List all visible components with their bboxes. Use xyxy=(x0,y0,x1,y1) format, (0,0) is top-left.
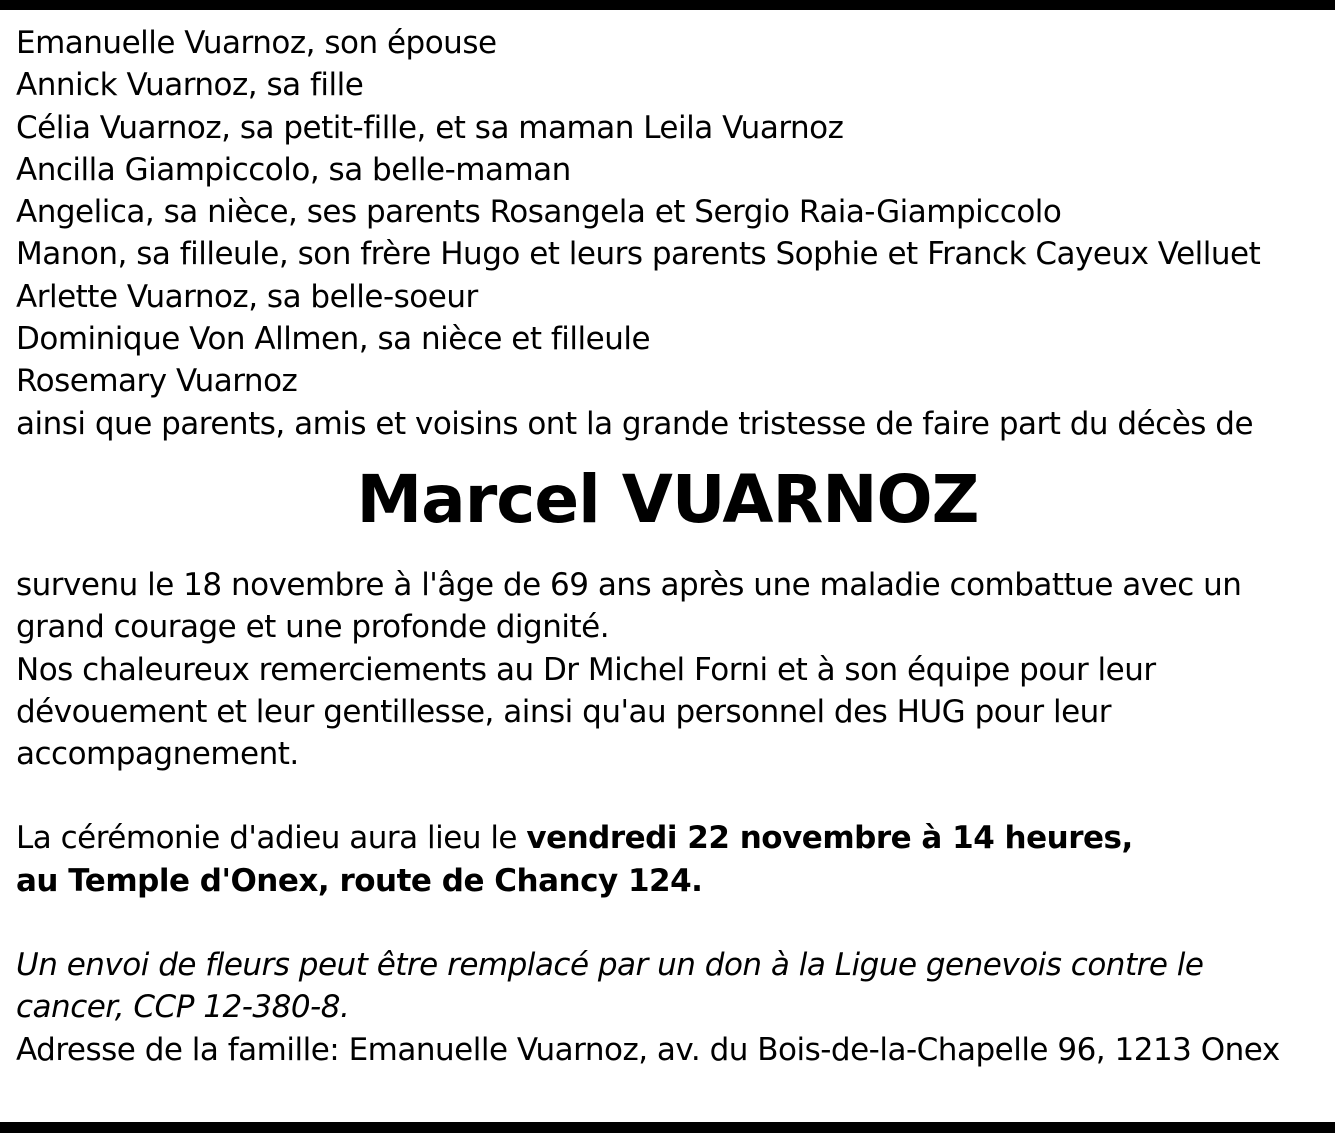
family-line: Angelica, sa nièce, ses parents Rosangela et Sergio Raia-Giampiccolo xyxy=(16,194,1062,231)
family-line: Arlette Vuarnoz, sa belle-soeur xyxy=(16,278,478,315)
family-line: Annick Vuarnoz, sa fille xyxy=(16,67,364,104)
announcement-line: ainsi que parents, amis et voisins ont la grande tristesse de faire part du décès de xyxy=(16,405,1254,442)
family-list xyxy=(16,22,1326,445)
family-line: Ancilla Giampiccolo, sa belle-maman xyxy=(16,151,571,188)
details-line: grand courage et une profonde dignité. xyxy=(16,609,610,646)
ceremony-intro: La cérémonie d'adieu aura lieu le xyxy=(16,820,527,857)
thanks-line: Nos chaleureux remerciements au Dr Michel Forni et à son équipe pour leur xyxy=(16,651,1156,688)
family-line: Célia Vuarnoz, sa petit-fille, et sa maman Leila Vuarnoz xyxy=(16,109,844,146)
ceremony-place: au Temple d'Onex, route de Chancy 124. xyxy=(16,862,703,899)
spacer xyxy=(16,902,1326,944)
family-address: Adresse de la famille: Emanuelle Vuarnoz, av. du Bois-de-la-Chapelle 96, 1213 Onex xyxy=(16,1031,1280,1068)
ceremony-date: vendredi 22 novembre à 14 heures, xyxy=(526,820,1133,857)
family-line: Manon, sa filleule, son frère Hugo et leurs parents Sophie et Franck Cayeux Velluet xyxy=(16,236,1261,273)
flowers-note: Un envoi de fleurs peut être remplacé par un don à la Ligue genevois contre le xyxy=(16,947,1204,984)
family-line: Dominique Von Allmen, sa nièce et filleule xyxy=(16,321,651,358)
flowers-note: cancer, CCP 12-380-8. xyxy=(16,989,350,1026)
top-border-rule xyxy=(0,0,1335,10)
spacer xyxy=(16,775,1326,817)
bottom-border-rule xyxy=(0,1122,1335,1133)
family-line: Rosemary Vuarnoz xyxy=(16,363,298,400)
announcement-body xyxy=(16,564,1326,1071)
thanks-line: accompagnement. xyxy=(16,736,299,773)
family-line: Emanuelle Vuarnoz, son épouse xyxy=(16,25,497,61)
deceased-name: Marcel VUARNOZ xyxy=(356,461,979,538)
thanks-line: dévouement et leur gentillesse, ainsi qu'au personnel des HUG pour leur xyxy=(16,693,1112,730)
details-line: survenu le 18 novembre à l'âge de 69 ans après une maladie combattue avec un xyxy=(16,567,1242,603)
ceremony-line xyxy=(16,817,1326,859)
